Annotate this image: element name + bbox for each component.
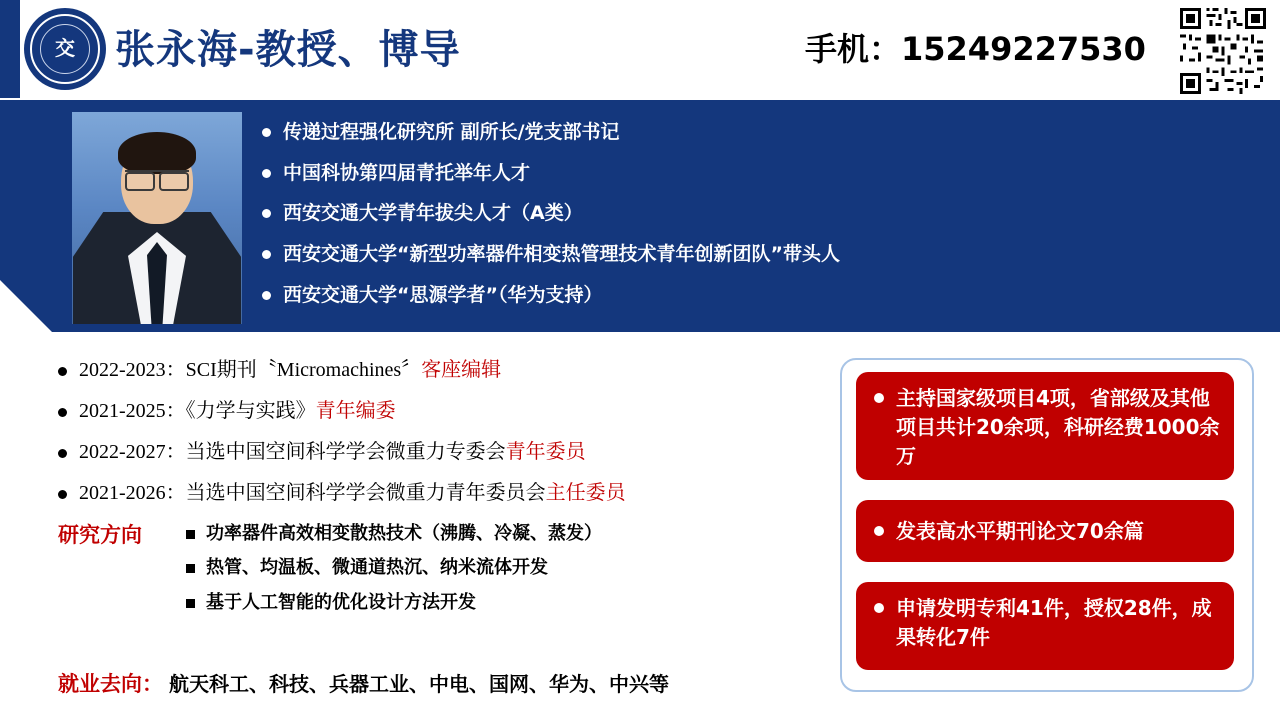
bullet-icon: [262, 209, 271, 218]
list-item: [58, 399, 838, 424]
square-bullet-icon: [186, 564, 195, 573]
page-header: [0, 0, 1280, 98]
entry-plain: 2022-2027：当选中国空间科学学会微重力专委会: [79, 441, 506, 463]
list-item: [262, 161, 1252, 187]
entry-plain: 2022-2023：SCI期刊〝Micromachines〞: [79, 359, 422, 381]
list-item: [58, 358, 838, 383]
research-directions-label: 研究方向: [58, 523, 142, 547]
glasses-right-lens: [159, 172, 189, 191]
achievement-text: 主持国家级项目4项，省部级及其他项目共计20余项，科研经费1000余万: [896, 386, 1220, 468]
logo-glyph: 交: [40, 24, 90, 74]
achievement-text: 发表高水平期刊论文70余篇: [896, 518, 1144, 543]
achievement-text: 申请发明专利41件，授权28件，成果转化7件: [896, 596, 1212, 649]
bullet-icon: [58, 490, 67, 499]
bullet-icon: [58, 367, 67, 376]
bullet-icon: [58, 408, 67, 417]
research-directions-list: [176, 522, 838, 625]
list-item: [262, 201, 1252, 227]
list-item: [262, 283, 1252, 309]
research-item-label: 功率器件高效相变散热技术（沸腾、冷凝、蒸发）: [206, 523, 602, 544]
entry-text: [79, 440, 586, 465]
entry-highlight: 主任委员: [545, 482, 626, 504]
banner-item-label: 西安交通大学“新型功率器件相变热管理技术青年创新团队”带头人: [283, 242, 840, 265]
list-item: [58, 481, 838, 506]
bullet-icon: [874, 393, 884, 403]
list-item: [176, 591, 838, 614]
square-bullet-icon: [186, 530, 195, 539]
entry-plain: 2021-2026：当选中国空间科学学会微重力青年委员会: [79, 482, 546, 504]
bullet-icon: [262, 291, 271, 300]
research-item-label: 热管、均温板、微通道热沉、纳米流体开发: [206, 557, 548, 579]
entry-highlight: 青年编委: [315, 400, 396, 422]
bullet-icon: [58, 449, 67, 458]
achievement-card: [856, 500, 1234, 562]
square-bullet-icon: [186, 599, 195, 608]
banner-credentials-list: [262, 120, 1252, 323]
editorial-roles-section: [58, 358, 838, 625]
logo-inner-ring: [30, 14, 100, 84]
banner-item-label: 传递过程强化研究所 副所长/党支部书记: [283, 121, 620, 143]
banner-item-label: 西安交通大学“思源学者”（华为支持）: [283, 283, 603, 306]
header-left-accent-bar: [0, 0, 20, 98]
employment-value: 航天科工、科技、兵器工业、中电、国网、华为、中兴等: [169, 672, 669, 696]
list-item: [176, 522, 838, 545]
page-title: 张永海-教授、博导: [115, 27, 461, 73]
entry-text: [79, 358, 501, 383]
phone-number: 手机：15249227530: [805, 30, 1146, 68]
entry-text: [79, 399, 396, 424]
entry-text: [79, 481, 626, 506]
research-item-label: 基于人工智能的优化设计方法开发: [206, 591, 476, 613]
glasses-left-lens: [125, 172, 155, 191]
achievement-card: [856, 582, 1234, 670]
bullet-icon: [262, 169, 271, 178]
entry-plain: 2021-2025：《力学与实践》: [79, 400, 316, 422]
avatar-glasses: [125, 170, 189, 188]
list-item: [58, 440, 838, 465]
avatar-hair: [118, 132, 196, 174]
achievement-card: [856, 372, 1234, 480]
banner-item-label: 中国科协第四届青托举年人才: [283, 161, 531, 184]
entry-highlight: 青年委员: [505, 441, 586, 463]
list-item: [176, 556, 838, 579]
list-item: [262, 120, 1252, 146]
bullet-icon: [262, 128, 271, 137]
university-logo: [24, 8, 106, 90]
employment-label: 就业去向：: [58, 672, 163, 696]
avatar: [72, 112, 242, 324]
banner-item-label: 西安交通大学青年拔尖人才（A类）: [283, 202, 583, 225]
bullet-icon: [262, 250, 271, 259]
list-item: [262, 242, 1252, 268]
bullet-icon: [874, 526, 884, 536]
employment-section: [58, 668, 669, 698]
qr-code-icon: [1180, 8, 1266, 94]
entry-highlight: 客座编辑: [421, 359, 502, 381]
research-directions-section: [58, 522, 838, 625]
bullet-icon: [874, 603, 884, 613]
